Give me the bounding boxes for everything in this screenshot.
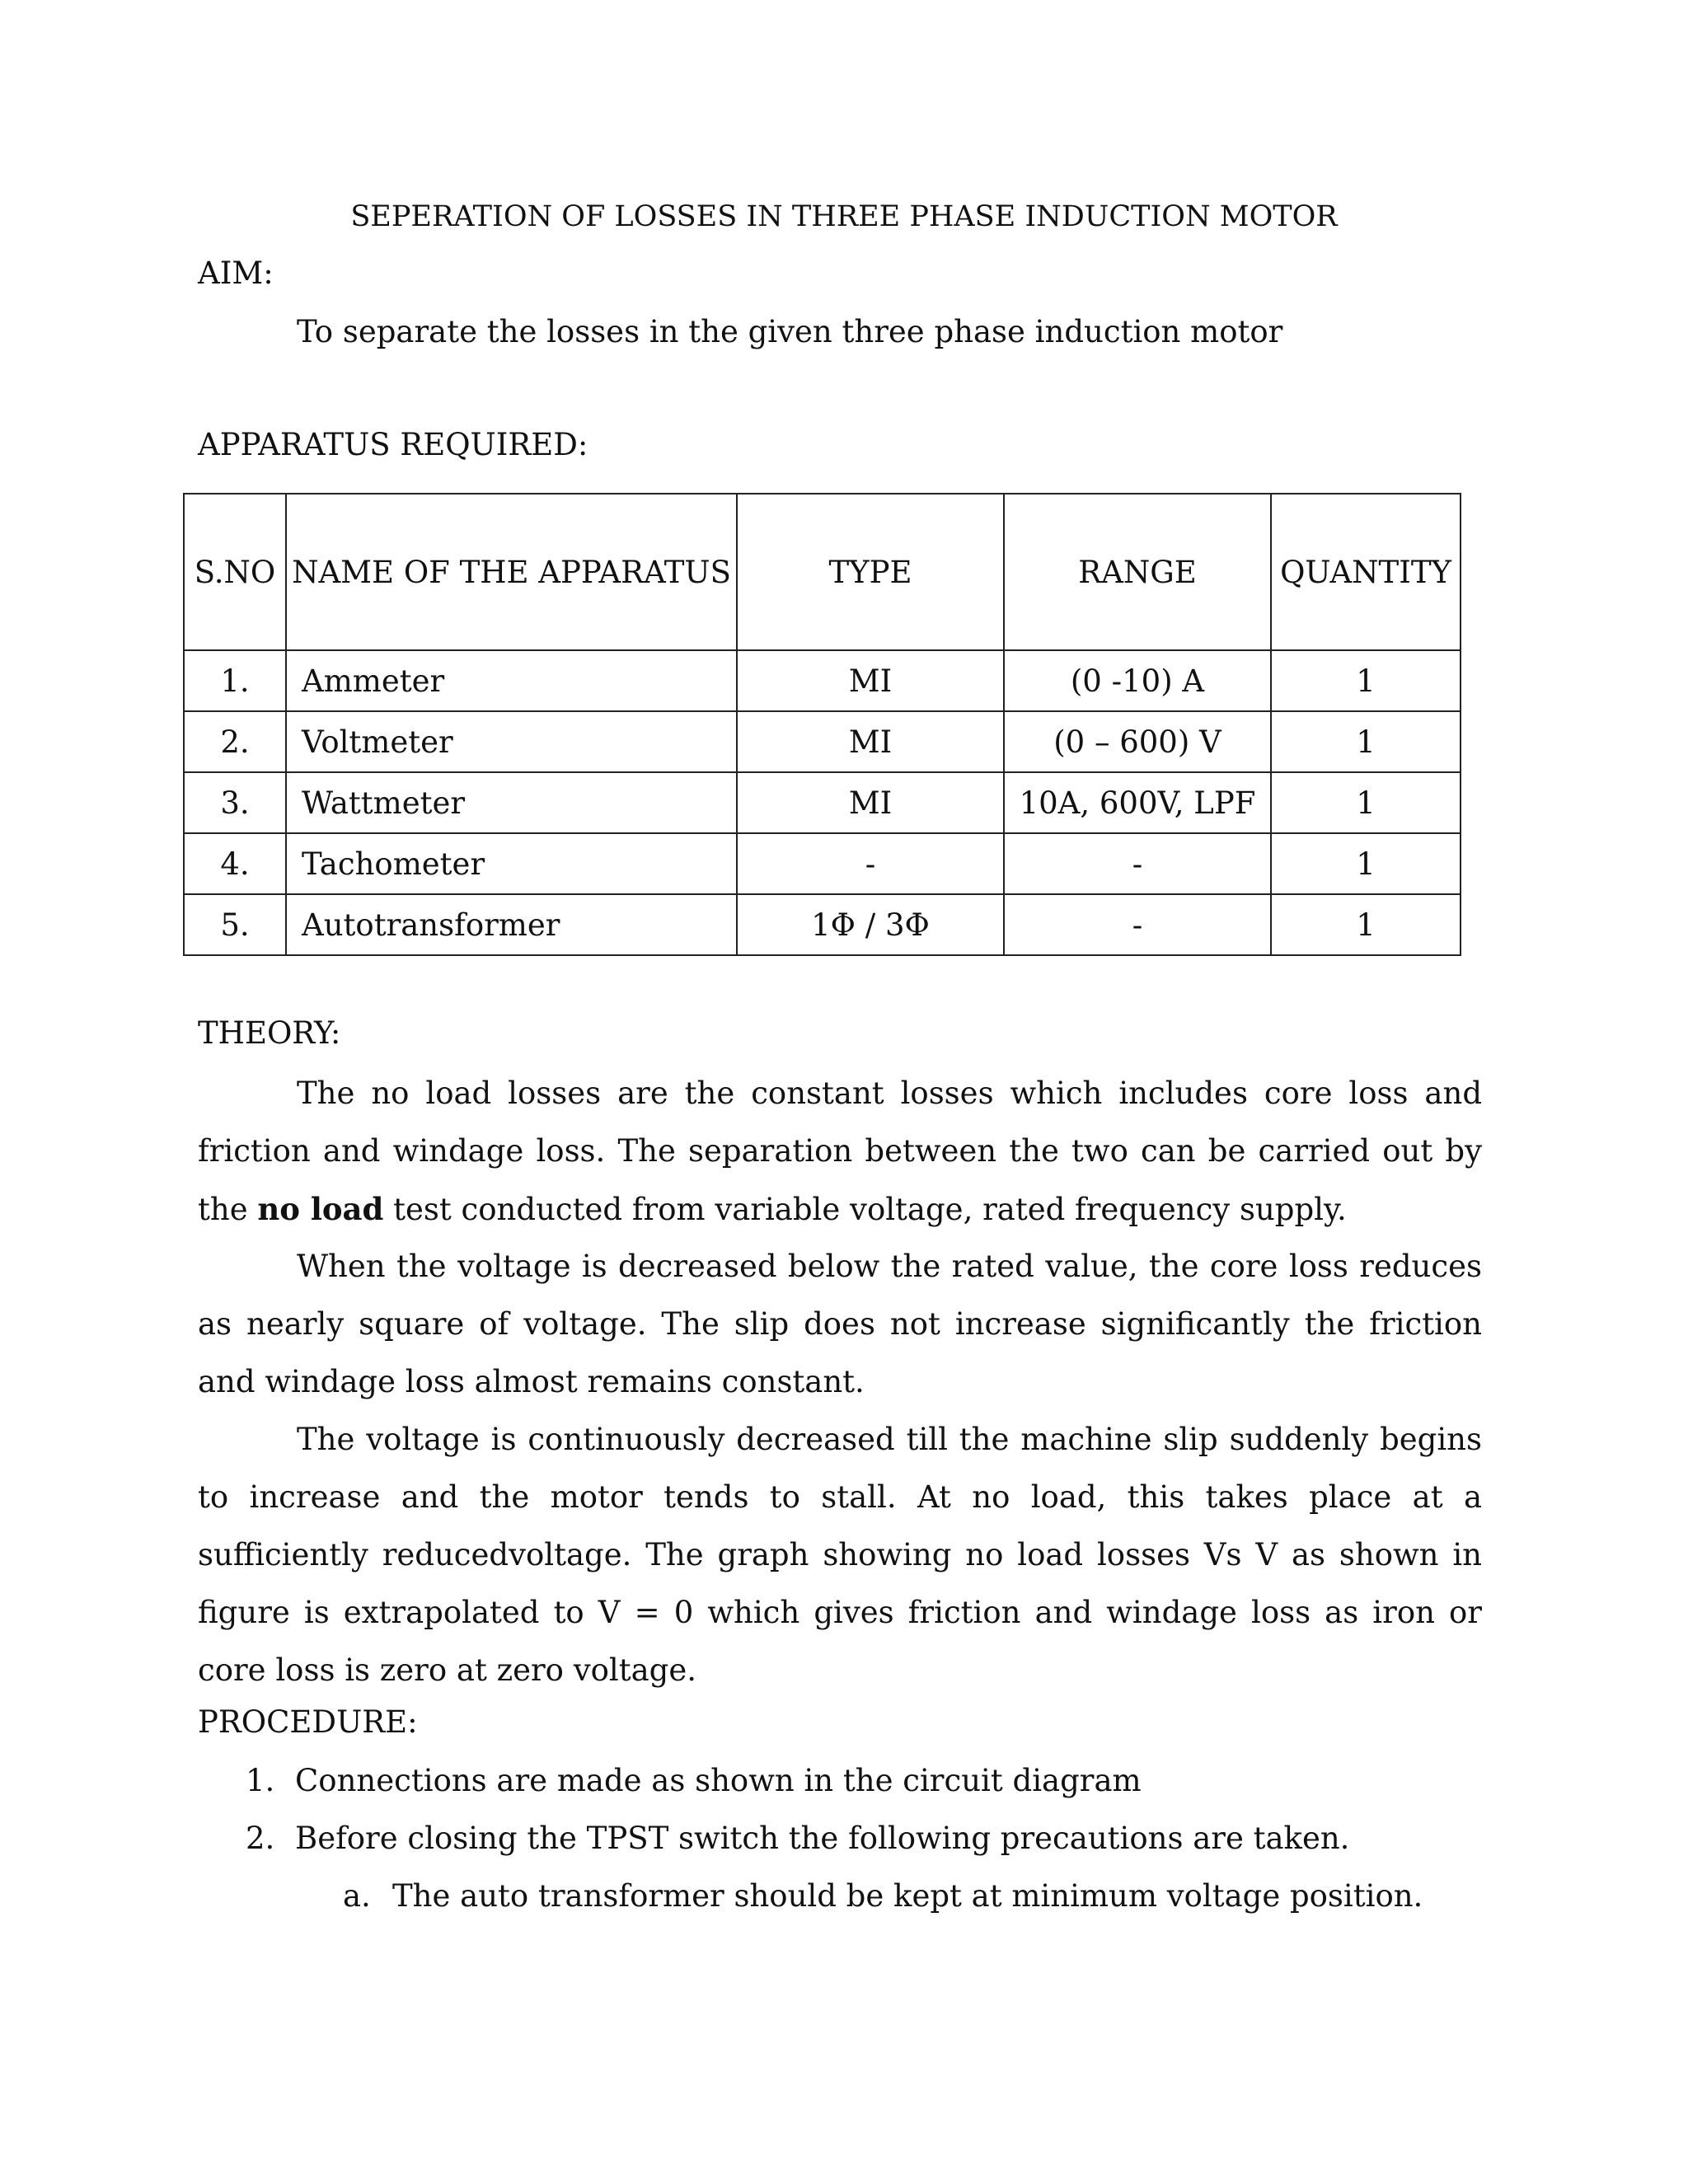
theory-p1-before: The no load losses are the constant losses which includes core loss and friction and windage loss. The separation between the two can be carried out by the xyxy=(198,1076,1482,1227)
cell-sno: 4. xyxy=(184,833,286,894)
cell-type: MI xyxy=(737,711,1004,772)
cell-type: 1Φ / 3Φ xyxy=(737,894,1004,955)
cell-name: Tachometer xyxy=(286,833,737,894)
step-text: Before closing the TPST switch the following precautions are taken. xyxy=(295,1821,1350,1856)
procedure-heading: PROCEDURE: xyxy=(198,1704,418,1740)
aim-text: To separate the losses in the given three phase induction motor xyxy=(297,314,1283,349)
cell-range: - xyxy=(1004,894,1271,955)
theory-paragraph-2 xyxy=(198,1238,1482,1411)
cell-quantity: 1 xyxy=(1271,650,1461,711)
step-number: 1. xyxy=(246,1763,275,1798)
cell-name: Ammeter xyxy=(286,650,737,711)
table-row xyxy=(184,650,1461,711)
cell-type: - xyxy=(737,833,1004,894)
procedure-step xyxy=(246,1810,1349,1868)
cell-quantity: 1 xyxy=(1271,711,1461,772)
theory-p3-text: The voltage is continuously decreased till the machine slip suddenly begins to increase and the motor tends to stall. At no load, this takes place at a sufficiently reducedvoltage. The graph showing no load losses Vs V as shown in figure is extrapolated to V = 0 which gives friction and windage loss as iron or core loss is zero at zero voltage. xyxy=(198,1422,1482,1688)
cell-quantity: 1 xyxy=(1271,894,1461,955)
column-header-type: TYPE xyxy=(737,494,1004,650)
cell-range: (0 -10) A xyxy=(1004,650,1271,711)
column-header-quantity: QUANTITY xyxy=(1271,494,1461,650)
table-row xyxy=(184,711,1461,772)
step-number: 2. xyxy=(246,1821,275,1856)
theory-heading: THEORY: xyxy=(198,1015,341,1051)
theory-paragraph-3 xyxy=(198,1411,1482,1699)
theory-p2-text: When the voltage is decreased below the rated value, the core loss reduces as nearly square of voltage. The slip does not increase significantly the friction and windage loss almost remains constant. xyxy=(198,1249,1482,1399)
cell-sno: 3. xyxy=(184,772,286,833)
column-header-sno: S.NO xyxy=(184,494,286,650)
substep-letter: a. xyxy=(343,1878,371,1914)
cell-sno: 2. xyxy=(184,711,286,772)
cell-quantity: 1 xyxy=(1271,772,1461,833)
table-row xyxy=(184,772,1461,833)
table-row xyxy=(184,833,1461,894)
document-title: SEPERATION OF LOSSES IN THREE PHASE INDUCTION MOTOR xyxy=(350,200,1338,233)
cell-name: Autotransformer xyxy=(286,894,737,955)
cell-type: MI xyxy=(737,772,1004,833)
cell-sno: 1. xyxy=(184,650,286,711)
cell-range: 10A, 600V, LPF xyxy=(1004,772,1271,833)
cell-sno: 5. xyxy=(184,894,286,955)
column-header-name: NAME OF THE APPARATUS xyxy=(286,494,737,650)
column-header-range: RANGE xyxy=(1004,494,1271,650)
theory-paragraph-1 xyxy=(198,1065,1482,1239)
substep-text: The auto transformer should be kept at minimum voltage position. xyxy=(392,1878,1423,1914)
aim-heading: AIM: xyxy=(198,255,274,291)
procedure-substep xyxy=(343,1868,1423,1925)
step-text: Connections are made as shown in the circuit diagram xyxy=(295,1763,1142,1798)
table-row xyxy=(184,894,1461,955)
theory-p1-bold: no load xyxy=(257,1191,384,1227)
cell-name: Wattmeter xyxy=(286,772,737,833)
cell-name: Voltmeter xyxy=(286,711,737,772)
theory-p1-after: test conducted from variable voltage, rated frequency supply. xyxy=(383,1192,1347,1227)
apparatus-heading: APPARATUS REQUIRED: xyxy=(198,427,588,462)
procedure-step xyxy=(246,1752,1142,1810)
cell-range: (0 – 600) V xyxy=(1004,711,1271,772)
table-header-row xyxy=(184,494,1461,650)
cell-type: MI xyxy=(737,650,1004,711)
cell-range: - xyxy=(1004,833,1271,894)
cell-quantity: 1 xyxy=(1271,833,1461,894)
apparatus-table xyxy=(183,493,1461,956)
